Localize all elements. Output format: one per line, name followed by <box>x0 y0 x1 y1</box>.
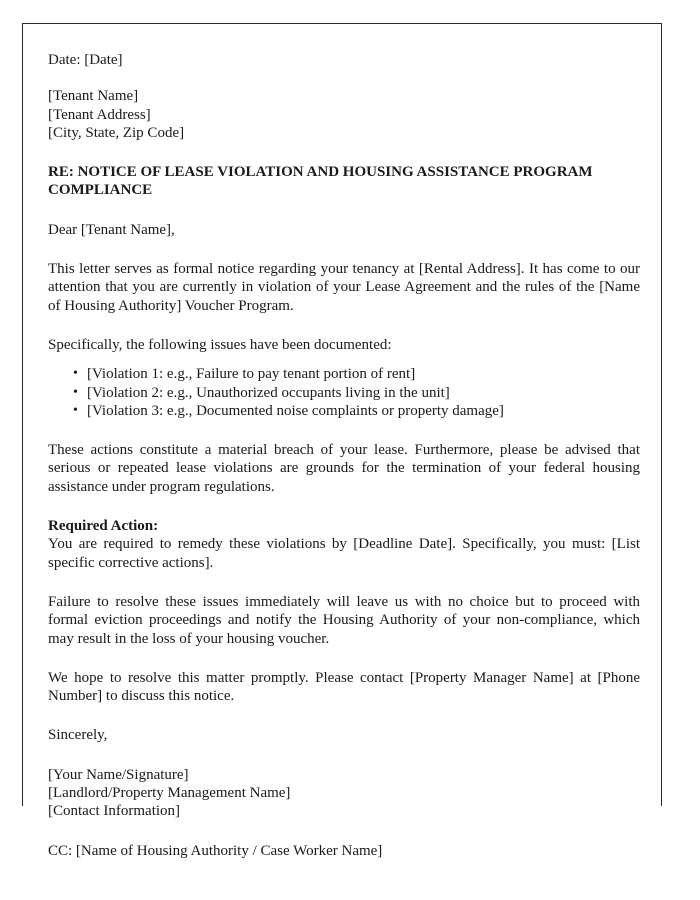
signature-line: [Landlord/Property Management Name] <box>48 785 291 802</box>
required-action-heading: Required Action: <box>48 518 159 535</box>
signature-line: [Your Name/Signature] <box>48 766 189 783</box>
recipient-address-line: [City, State, Zip Code] <box>48 124 185 141</box>
signature-line: [Contact Information] <box>48 803 181 820</box>
breach-paragraph: These actions constitute a material breach of your lease. Furthermore, please be advised that serious or repeated lease violations are grounds for the termination of your federal housing assistance under program regulations. <box>48 442 640 495</box>
contact-paragraph: We hope to resolve this matter promptly. Please contact [Property Manager Name] at [Phone Number] to discuss this notice. <box>48 669 640 705</box>
consequences-paragraph: Failure to resolve these issues immediately will leave us with no choice but to proceed with formal eviction proceedings and notify the Housing Authority of your non-compliance, which may result in the loss of your housing voucher. <box>48 593 640 647</box>
document-page <box>22 23 662 859</box>
opening-paragraph: This letter serves as formal notice regarding your tenancy at [Rental Address]. It has come to our attention that you are currently in violation of your Lease Agreement and the rules of the [Name of Housing Authority] Voucher Program. <box>48 261 640 314</box>
closing-line: Sincerely, <box>48 727 108 744</box>
date-line: Date: [Date] <box>48 52 123 68</box>
letter-body <box>48 24 640 860</box>
list-lead-in: Specifically, the following issues have been documented: <box>48 336 392 353</box>
required-action-paragraph: You are required to remedy these violations by [Deadline Date]. Specifically, you must: [List specific corrective actions]. <box>48 536 640 571</box>
recipient-address-line: [Tenant Name] <box>48 88 139 105</box>
list-item: • [Violation 3: e.g., Documented noise complaints or property damage] <box>48 402 640 420</box>
signature-block <box>48 745 640 821</box>
recipient-address-block <box>48 69 640 142</box>
salutation: Dear [Tenant Name], <box>48 221 175 238</box>
subject-line: RE: NOTICE OF LEASE VIOLATION AND HOUSING ASSISTANCE PROGRAM COMPLIANCE <box>48 164 593 199</box>
list-item: • [Violation 2: e.g., Unauthorized occupants living in the unit] <box>48 384 640 402</box>
cc-line: CC: [Name of Housing Authority / Case Worker Name] <box>48 842 383 859</box>
recipient-address-line: [Tenant Address] <box>48 106 151 123</box>
list-item: • [Violation 1: e.g., Failure to pay tenant portion of rent] <box>48 365 640 383</box>
violations-list <box>48 354 640 420</box>
